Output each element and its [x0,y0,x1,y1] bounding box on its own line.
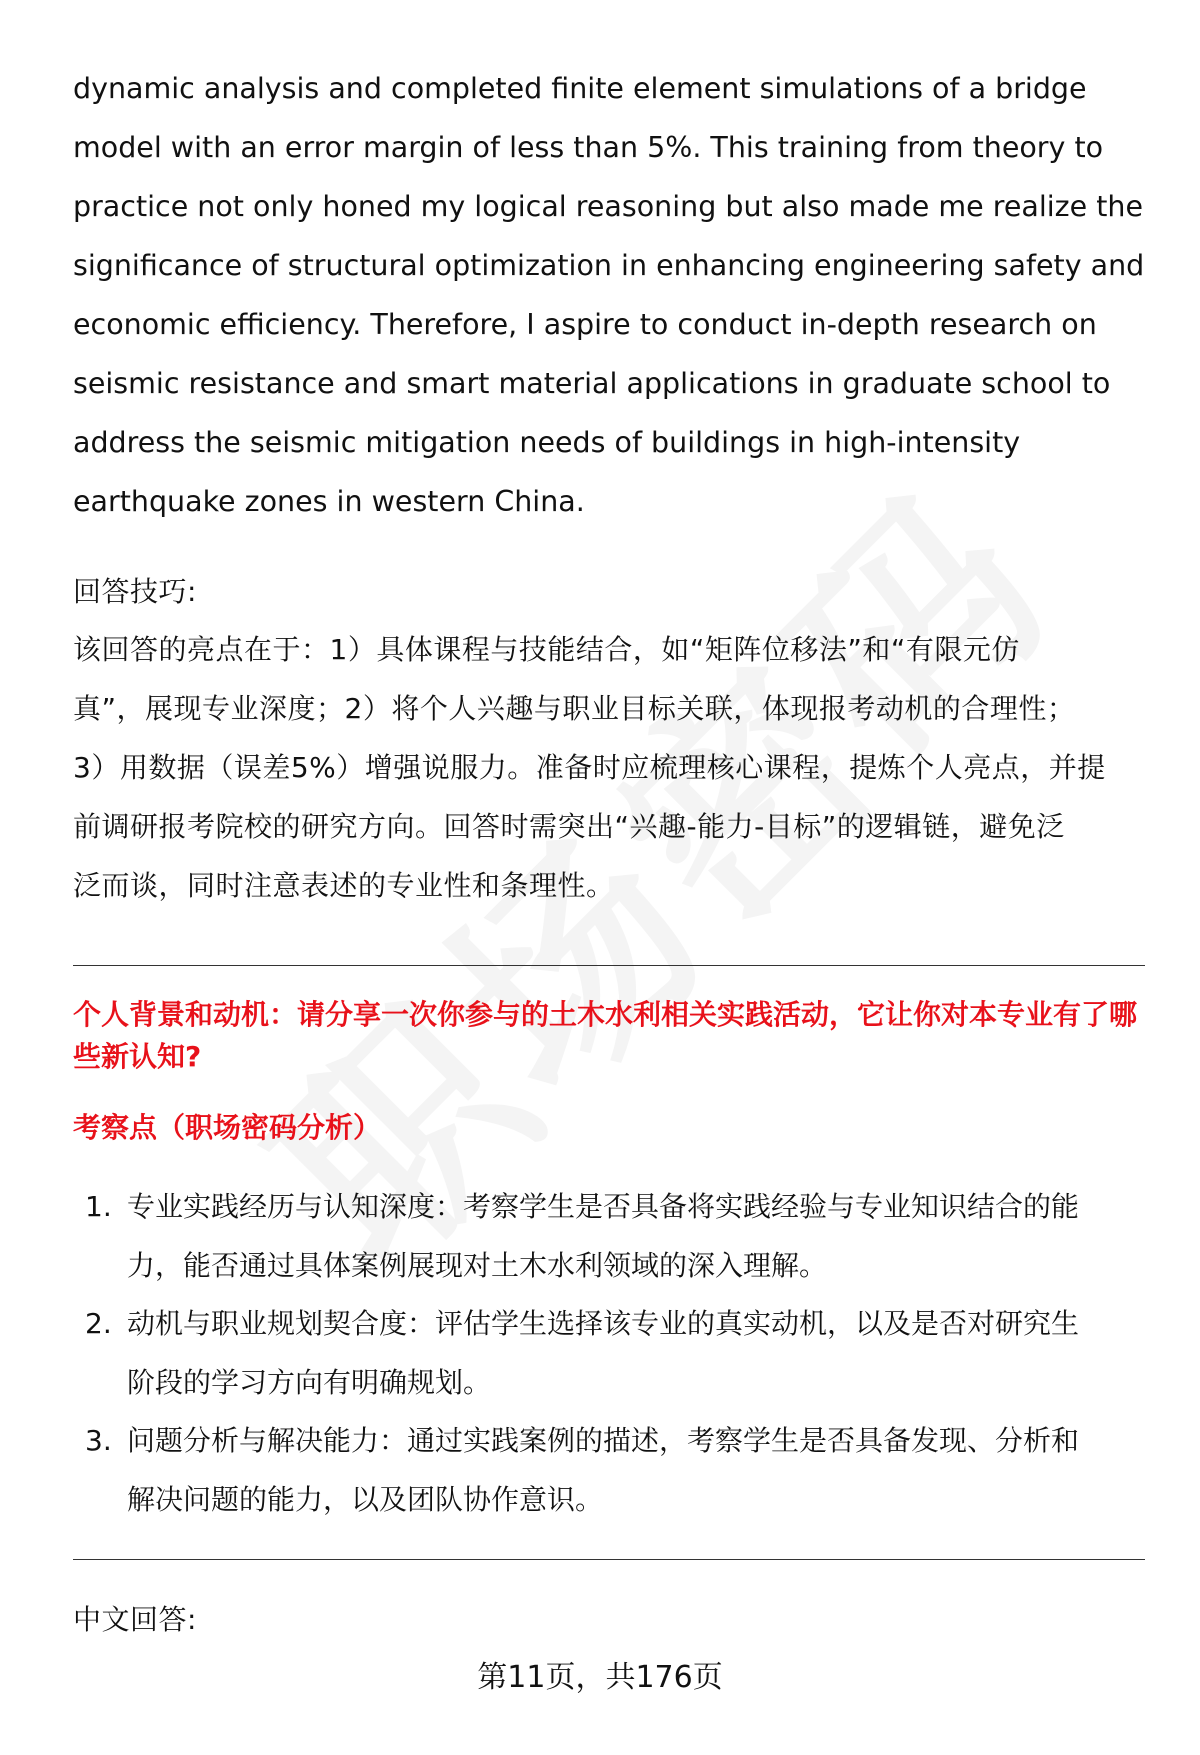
list-line: 问题分析与解决能力：通过实践案例的描述，考察学生是否具备发现、分析和 [127,1424,1080,1457]
english-paragraph [73,59,1145,531]
divider [73,965,1145,966]
paragraph-line: significance of structural optimization in enhancing engineering safety and [73,249,1145,282]
list-item [73,1178,1145,1295]
page-number: 第11页，共176页 [477,1660,723,1695]
list-line: 阶段的学习方向有明确规划。 [127,1365,492,1399]
list-line: 力，能否通过具体案例展现对土木水利领域的深入理解。 [127,1248,828,1282]
analysis-heading: 考察点（职场密码分析） [73,1111,382,1144]
paragraph-line: 3）用数据（误差5%）增强说服力。准备时应梳理核心课程，提炼个人亮点，并提 [73,751,1106,784]
paragraph-line: model with an error margin of less than 5%. This training from theory to [73,131,1104,164]
list-line: 专业实践经历与认知深度：考察学生是否具备将实践经验与专业知识结合的能 [127,1190,1080,1223]
question-heading: 个人背景和动机：请分享一次你参与的土木水利相关实践活动，它让你对本专业有了哪些新认知? [73,998,1138,1073]
divider [73,1559,1145,1560]
paragraph-line: 前调研报考院校的研究方向。回答时需突出“兴趣-能力-目标”的逻辑链，避免泛 [73,810,1065,843]
analysis-list [73,1178,1145,1529]
paragraph-line: practice not only honed my logical reasoning but also made me realize the [73,190,1143,223]
list-number: 1. [85,1190,112,1223]
paragraph-line: 泛而谈，同时注意表述的专业性和条理性。 [73,869,615,902]
list-number: 3. [85,1424,112,1457]
paragraph-line: 真”，展现专业深度；2）将个人兴趣与职业目标关联，体现报考动机的合理性； [73,692,1076,725]
paragraph-line: address the seismic mitigation needs of buildings in high-intensity [73,426,1021,459]
chinese-answer-label: 中文回答: [73,1603,197,1636]
list-item [73,1295,1145,1412]
list-line: 解决问题的能力，以及团队协作意识。 [127,1482,604,1516]
tips-label: 回答技巧: [73,575,197,608]
paragraph-line: seismic resistance and smart material applications in graduate school to [73,367,1111,400]
paragraph-line: dynamic analysis and completed finite element simulations of a bridge [73,72,1087,105]
list-item [73,1412,1145,1529]
paragraph-line: economic efficiency. Therefore, I aspire to conduct in-depth research on [73,308,1097,341]
list-line: 动机与职业规划契合度：评估学生选择该专业的真实动机，以及是否对研究生 [127,1307,1080,1340]
list-number: 2. [85,1307,112,1340]
tips-paragraph [73,620,1145,915]
paragraph-line: earthquake zones in western China. [73,485,585,518]
paragraph-line: 该回答的亮点在于：1）具体课程与技能结合，如“矩阵位移法”和“有限元仿 [73,633,1020,666]
